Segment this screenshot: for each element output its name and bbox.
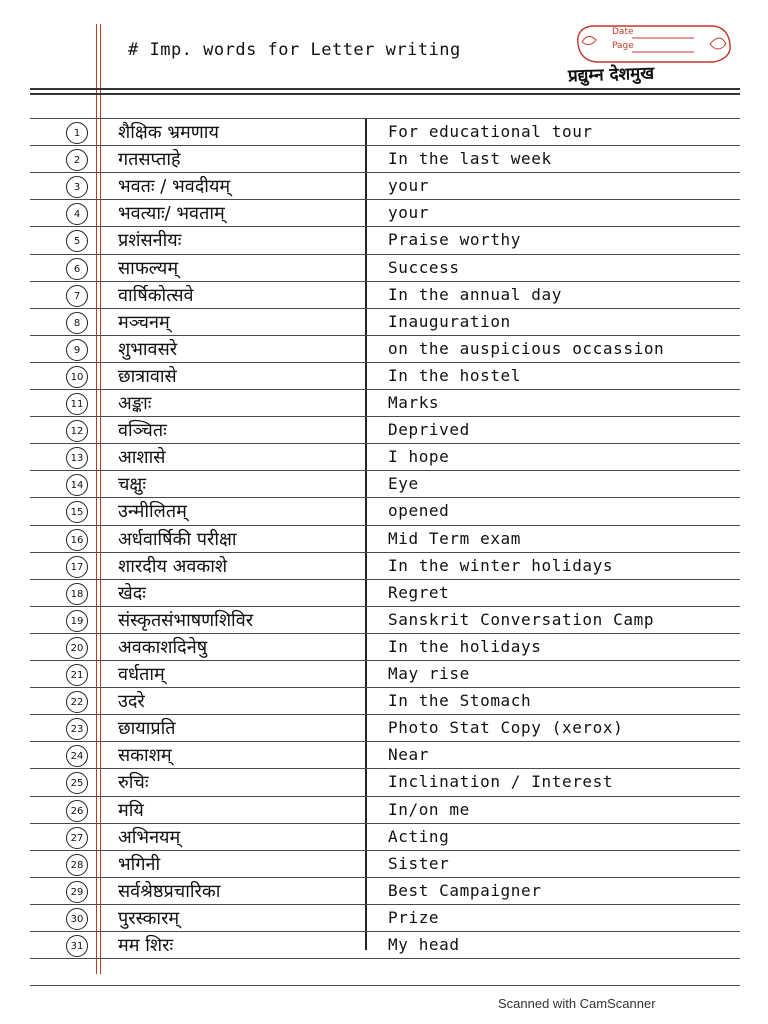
sanskrit-word: वञ्चितः [118,420,167,441]
list-item [30,554,740,581]
item-number: 2 [66,149,88,171]
item-number: 20 [66,637,88,659]
list-item [30,201,740,228]
sanskrit-word: आशासे [118,447,166,468]
sanskrit-word: प्रशंसनीयः [118,230,182,251]
sanskrit-word: रुचिः [118,772,149,793]
item-number: 19 [66,610,88,632]
list-item [30,445,740,472]
list-item [30,852,740,879]
sanskrit-word: गतसप्ताहे [118,149,181,170]
english-meaning: your [388,203,429,222]
sanskrit-word: शैक्षिक भ्रमणाय [118,122,219,143]
sanskrit-word: वार्षिकोत्सवे [118,285,194,306]
list-item [30,147,740,174]
english-meaning: Eye [388,474,419,493]
sanskrit-word: शारदीय अवकाशे [118,556,228,577]
list-item [30,337,740,364]
scanner-watermark: Scanned with CamScanner [498,996,656,1011]
sanskrit-word: वर्धताम् [118,664,165,685]
list-item [30,283,740,310]
author-signature: प्रद्युम्न देशमुख [567,63,655,87]
list-item [30,391,740,418]
item-number: 7 [66,285,88,307]
english-meaning: In the last week [388,149,552,168]
list-item [30,364,740,391]
english-meaning: In the annual day [388,285,562,304]
sanskrit-word: साफल्यम् [118,258,179,279]
sanskrit-word: संस्कृतसंभाषणशिविर [118,610,254,631]
english-meaning: Sister [388,854,450,873]
list-item [30,608,740,635]
english-meaning: Best Campaigner [388,881,542,900]
english-meaning: I hope [388,447,450,466]
sanskrit-word: सर्वश्रेष्ठप्रचारिका [118,881,221,902]
item-number: 24 [66,745,88,767]
english-meaning: Acting [388,827,450,846]
sanskrit-word: भगिनी [118,854,161,875]
list-item [30,798,740,825]
item-number: 22 [66,691,88,713]
english-meaning: Inclination / Interest [388,772,614,791]
english-meaning: In/on me [388,800,470,819]
english-meaning: Photo Stat Copy (xerox) [388,718,624,737]
date-label: Date [612,27,634,37]
sanskrit-word: शुभावसरे [118,339,178,360]
english-meaning: My head [388,935,460,954]
sanskrit-word: मञ्चनम् [118,312,170,333]
english-meaning: Prize [388,908,440,927]
item-number: 15 [66,501,88,523]
list-item [30,310,740,337]
sanskrit-word: अर्धवार्षिकी परीक्षा [118,529,237,550]
english-meaning: In the hostel [388,366,522,385]
list-item [30,716,740,743]
item-number: 29 [66,881,88,903]
item-number: 9 [66,339,88,361]
header-rule [30,93,740,95]
english-meaning: Regret [388,583,450,602]
list-item [30,879,740,906]
english-meaning: Praise worthy [388,230,522,249]
sanskrit-word: उन्मीलितम् [118,501,187,522]
item-number: 17 [66,556,88,578]
english-meaning: May rise [388,664,470,683]
sanskrit-word: मयि [118,800,144,821]
list-item [30,662,740,689]
item-number: 14 [66,474,88,496]
english-meaning: Marks [388,393,440,412]
english-meaning: Sanskrit Conversation Camp [388,610,655,629]
sanskrit-word: अवकाशदिनेषु [118,637,208,658]
list-item [30,581,740,608]
sanskrit-word: छात्रावासे [118,366,177,387]
english-meaning: For educational tour [388,122,593,141]
item-number: 30 [66,908,88,930]
item-number: 23 [66,718,88,740]
page-label: Page [612,41,634,51]
sanskrit-word: छायाप्रति [118,718,176,739]
sanskrit-word: सकाशम् [118,745,172,766]
english-meaning: your [388,176,429,195]
sanskrit-word: मम शिरः [118,935,174,956]
item-number: 13 [66,447,88,469]
list-item [30,743,740,770]
list-item [30,499,740,526]
english-meaning: Deprived [388,420,470,439]
list-item [30,770,740,797]
list-item [30,527,740,554]
item-number: 11 [66,393,88,415]
item-number: 18 [66,583,88,605]
list-item [30,825,740,852]
item-number: 25 [66,772,88,794]
sanskrit-word: पुरस्कारम् [118,908,180,929]
sanskrit-word: भवतः / भवदीयम् [118,176,231,197]
list-item [30,689,740,716]
list-item [30,472,740,499]
item-number: 12 [66,420,88,442]
sanskrit-word: अङ्काः [118,393,152,414]
list-item [30,906,740,933]
list-item [30,418,740,445]
list-item [30,120,740,147]
item-number: 8 [66,312,88,334]
english-meaning: opened [388,501,450,520]
ruled-line [30,985,740,986]
english-meaning: on the auspicious occassion [388,339,665,358]
sanskrit-word: चक्षुः [118,474,146,495]
english-meaning: Near [388,745,429,764]
header-rule [30,88,740,90]
item-number: 31 [66,935,88,957]
page-title: # Imp. words for Letter writing [128,40,461,60]
sanskrit-word: अभिनयम् [118,827,181,848]
item-number: 26 [66,800,88,822]
list-item [30,174,740,201]
item-number: 28 [66,854,88,876]
sanskrit-word: उदरे [118,691,145,712]
sanskrit-word: खेदः [118,583,146,604]
date-box-outline-icon [574,22,734,66]
list-item [30,228,740,255]
english-meaning: Inauguration [388,312,511,331]
item-number: 1 [66,122,88,144]
english-meaning: Mid Term exam [388,529,522,548]
item-number: 6 [66,258,88,280]
english-meaning: Success [388,258,460,277]
item-number: 10 [66,366,88,388]
english-meaning: In the winter holidays [388,556,614,575]
list-item [30,635,740,662]
sanskrit-word: भवत्याः/ भवताम् [118,203,225,224]
english-meaning: In the Stomach [388,691,532,710]
item-number: 16 [66,529,88,551]
item-number: 5 [66,230,88,252]
item-number: 3 [66,176,88,198]
date-page-box [574,22,734,66]
list-item [30,933,740,960]
list-item [30,256,740,283]
item-number: 4 [66,203,88,225]
ruled-line [30,118,740,119]
english-meaning: In the holidays [388,637,542,656]
item-number: 21 [66,664,88,686]
item-number: 27 [66,827,88,849]
